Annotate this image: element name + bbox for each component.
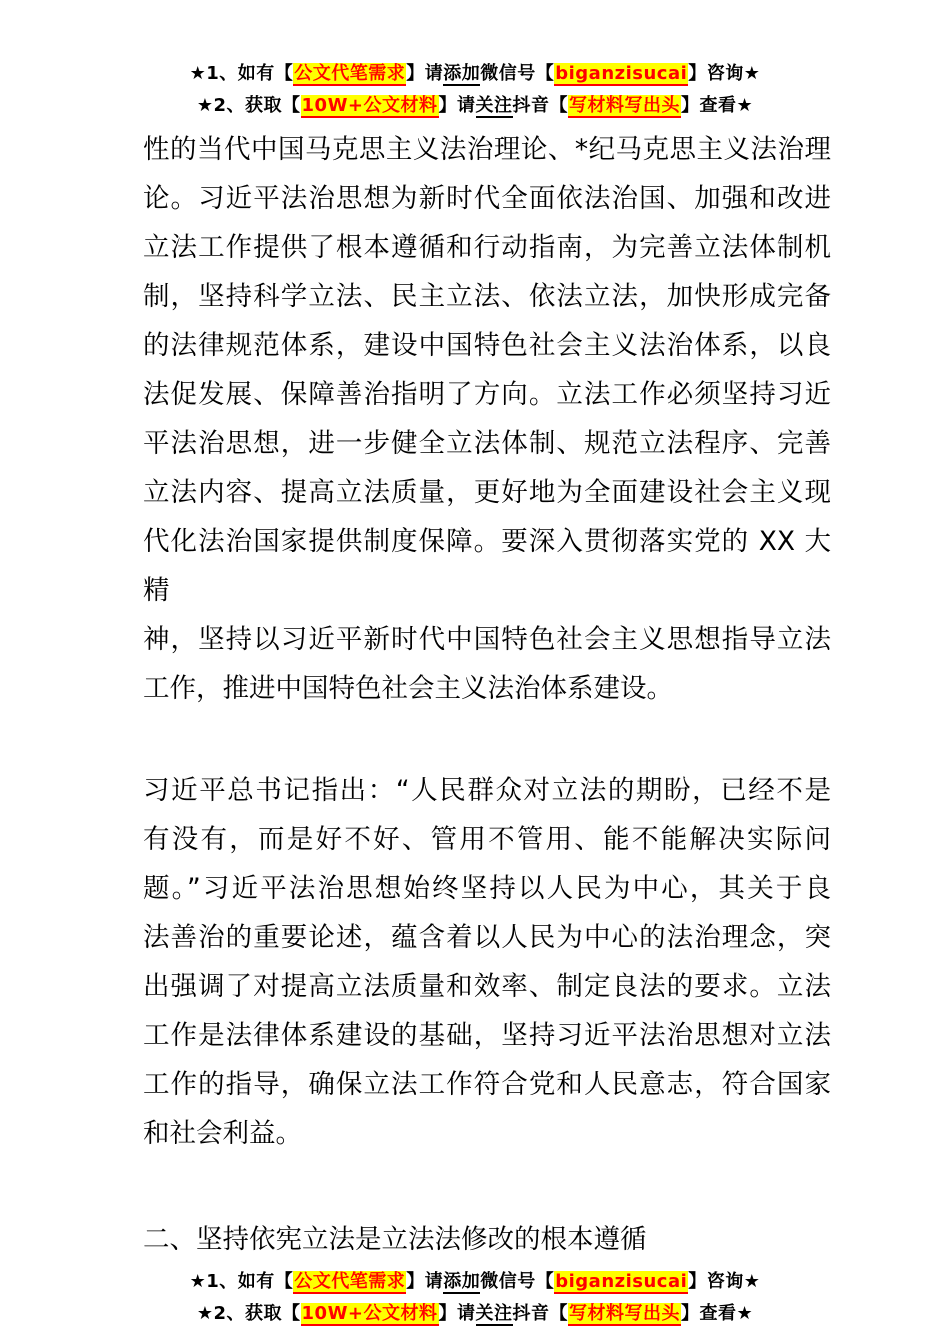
promo-bottom-line-2 bbox=[0, 1298, 950, 1330]
promo-highlight-materials: 10W+公文材料 bbox=[301, 95, 438, 116]
text-line: 工作的指导，确保立法工作符合党和人民意志，符合国家 bbox=[143, 1069, 831, 1100]
promo-highlight-materials: 10W+公文材料 bbox=[301, 1303, 438, 1324]
text-line: 立法工作提供了根本遵循和行动指南，为完善立法体制机 bbox=[143, 232, 831, 263]
promo-highlight-wechat-id: biganzisucai bbox=[555, 1271, 688, 1292]
section-heading: 二、坚持依宪立法是立法法修改的根本遵循 bbox=[143, 1224, 647, 1255]
text-line: 性的当代中国马克思主义法治理论、*纪马克思主义法治理 bbox=[143, 134, 831, 165]
promo-text: 】咨询★ bbox=[688, 63, 761, 84]
promo-bottom-line-1 bbox=[0, 1266, 950, 1298]
promo-top-line-1 bbox=[0, 58, 950, 90]
promo-highlight-douyin-id: 写材料写出头 bbox=[569, 1303, 681, 1324]
promo-text: 微信号【 bbox=[480, 1271, 555, 1292]
promo-underline-add: 添加 bbox=[443, 63, 481, 84]
promo-text: 】查看★ bbox=[681, 95, 754, 116]
promo-text: 微信号【 bbox=[480, 63, 555, 84]
promo-text: 】请 bbox=[438, 1303, 476, 1324]
text-line: 代化法治国家提供制度保障。要深入贯彻落实党的 XX 大精 bbox=[143, 526, 831, 606]
text-line: 论。习近平法治思想为新时代全面依法治国、加强和改进 bbox=[143, 183, 831, 214]
text-line: 有没有，而是好不好、管用不管用、能不能解决实际问 bbox=[143, 824, 831, 855]
text-line: 法促发展、保障善治指明了方向。立法工作必须坚持习近 bbox=[143, 379, 831, 410]
promo-text: 抖音【 bbox=[512, 95, 569, 116]
promo-text: ★1、如有【 bbox=[189, 1271, 294, 1292]
promo-text: 】请 bbox=[406, 63, 444, 84]
promo-underline-follow: 关注 bbox=[475, 95, 513, 116]
promo-text: 抖音【 bbox=[512, 1303, 569, 1324]
text-line: 题。”习近平法治思想始终坚持以人民为中心，其关于良 bbox=[143, 873, 831, 904]
text-line: 习近平总书记指出：“人民群众对立法的期盼，已经不是 bbox=[143, 775, 831, 806]
text-line: 和社会利益。 bbox=[143, 1118, 302, 1149]
promo-banner-top bbox=[0, 0, 950, 122]
text-line: 出强调了对提高立法质量和效率、制定良法的要求。立法 bbox=[143, 971, 831, 1002]
promo-text: ★2、获取【 bbox=[196, 95, 301, 116]
text-line: 工作，推进中国特色社会主义法治体系建设。 bbox=[143, 673, 673, 704]
text-line: 神，坚持以习近平新时代中国特色社会主义思想指导立法 bbox=[143, 624, 831, 655]
paragraph-2 bbox=[143, 766, 831, 1158]
promo-text: ★1、如有【 bbox=[189, 63, 294, 84]
text-line: 立法内容、提高立法质量，更好地为全面建设社会主义现 bbox=[143, 477, 831, 508]
paragraph-1 bbox=[143, 125, 831, 713]
promo-banner-bottom bbox=[0, 1266, 950, 1330]
text-line: 制，坚持科学立法、民主立法、依法立法，加快形成完备 bbox=[143, 281, 831, 312]
text-line: 平法治思想，进一步健全立法体制、规范立法程序、完善 bbox=[143, 428, 831, 459]
text-line: 工作是法律体系建设的基础，坚持习近平法治思想对立法 bbox=[143, 1020, 831, 1051]
promo-text: 】请 bbox=[438, 95, 476, 116]
promo-underline-add: 添加 bbox=[443, 1271, 481, 1292]
promo-text: 】查看★ bbox=[681, 1303, 754, 1324]
promo-highlight-wechat-id: biganzisucai bbox=[555, 63, 688, 84]
promo-text: ★2、获取【 bbox=[196, 1303, 301, 1324]
promo-highlight-douyin-id: 写材料写出头 bbox=[569, 95, 681, 116]
promo-highlight-service: 公文代笔需求 bbox=[294, 1271, 406, 1292]
promo-highlight-service: 公文代笔需求 bbox=[294, 63, 406, 84]
promo-text: 】咨询★ bbox=[688, 1271, 761, 1292]
text-line: 的法律规范体系，建设中国特色社会主义法治体系，以良 bbox=[143, 330, 831, 361]
promo-top-line-2 bbox=[0, 90, 950, 122]
document-body bbox=[143, 125, 831, 1264]
text-line: 法善治的重要论述，蕴含着以人民为中心的法治理念，突 bbox=[143, 922, 831, 953]
promo-text: 】请 bbox=[406, 1271, 444, 1292]
promo-underline-follow: 关注 bbox=[475, 1303, 513, 1324]
